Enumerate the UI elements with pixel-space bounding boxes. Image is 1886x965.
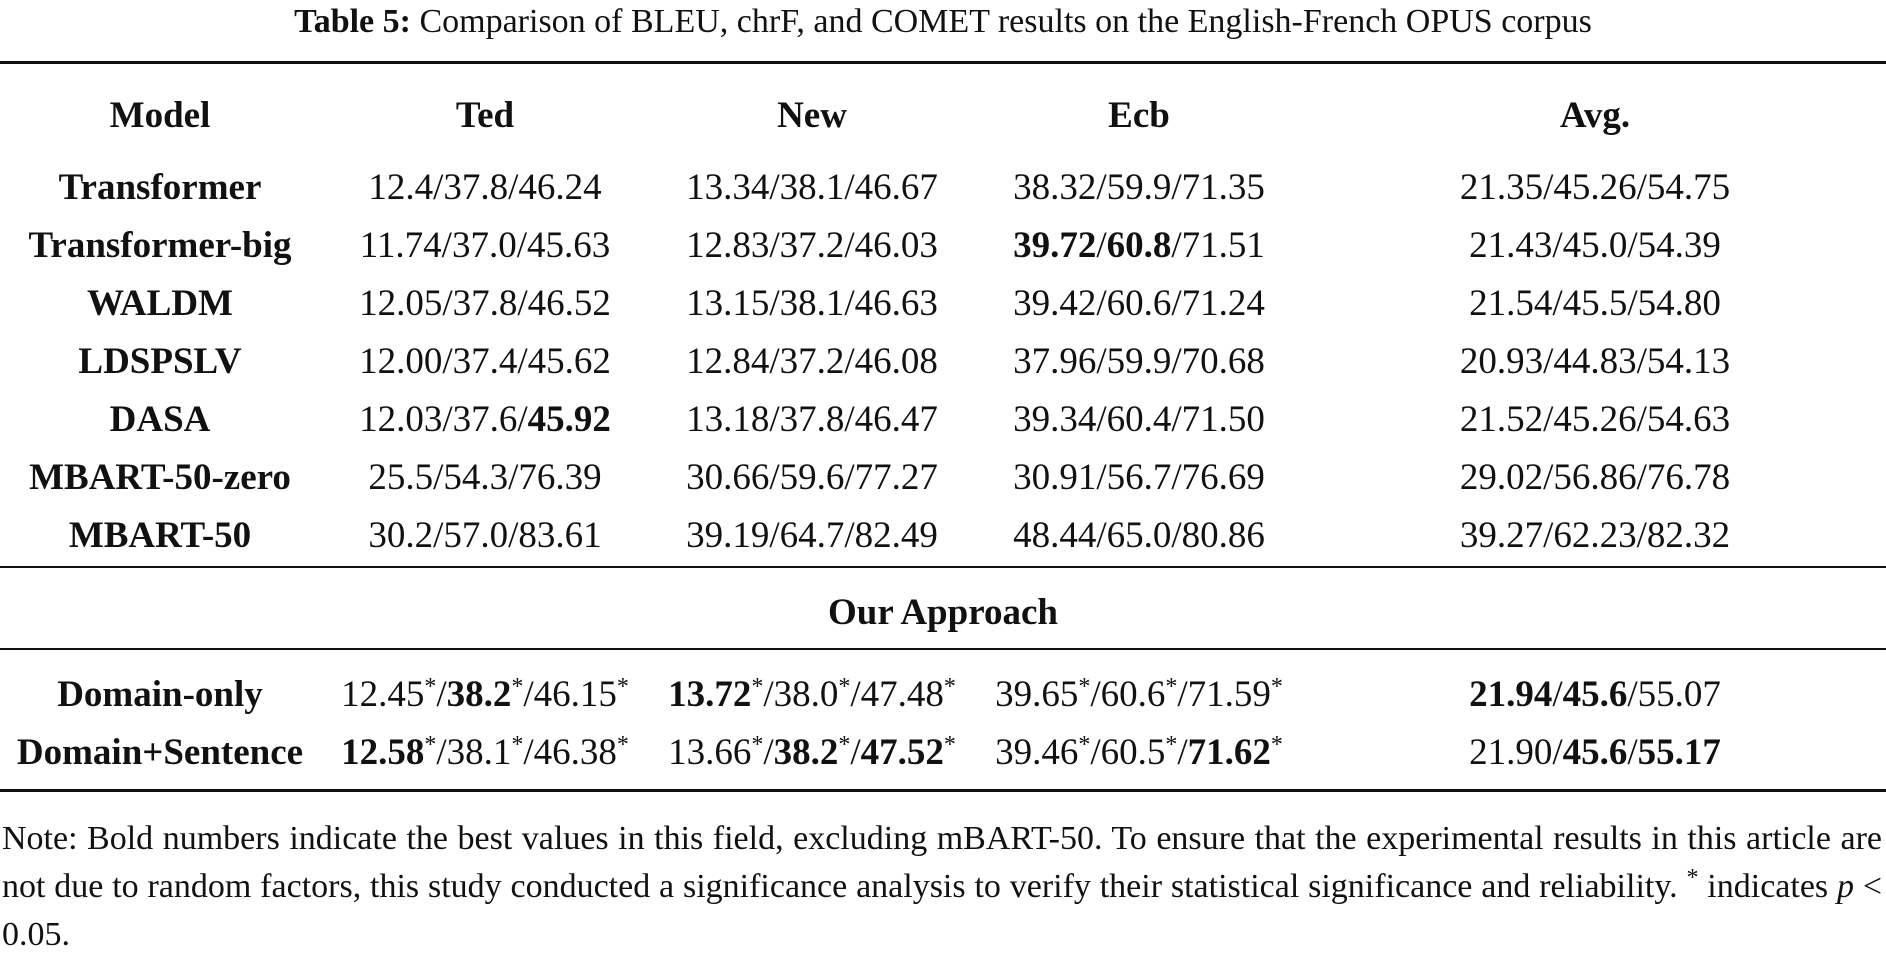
score-separator: /	[1636, 398, 1647, 440]
section-rule	[0, 648, 1886, 650]
score-separator: /	[442, 398, 453, 440]
score-separator: /	[1096, 456, 1107, 498]
score-value: 29.02	[1459, 456, 1544, 498]
score-value: 21.43	[1469, 224, 1553, 266]
score-separator: /	[517, 398, 528, 440]
score-value: 54.80	[1637, 282, 1721, 324]
score-value: 76.69	[1181, 456, 1265, 498]
score-cell	[974, 665, 1304, 723]
score-value: 39.72	[1013, 224, 1097, 266]
score-value: 57.0	[443, 514, 509, 556]
score-cell	[650, 158, 974, 216]
table-caption-label: Table 5:	[294, 3, 411, 40]
top-rule	[0, 61, 1886, 64]
score-value: 37.8	[443, 166, 509, 208]
score-cell	[974, 506, 1304, 564]
score-value: 13.66	[668, 731, 752, 773]
score-value: 38.1	[779, 282, 845, 324]
score-value: 38.2	[773, 731, 839, 773]
baseline-table	[0, 158, 1886, 564]
score-separator: /	[1171, 514, 1182, 556]
score-separator: /	[508, 456, 519, 498]
score-cell	[320, 158, 650, 216]
score-value: 37.8	[779, 398, 845, 440]
score-separator: /	[442, 282, 453, 324]
score-value: 30.2	[368, 514, 434, 556]
score-value: 60.6	[1100, 673, 1166, 715]
score-separator: /	[441, 224, 452, 266]
score-cell	[1304, 448, 1886, 506]
significance-star: *	[1165, 731, 1178, 758]
score-value: 12.03	[359, 398, 443, 440]
significance-star: *	[838, 731, 851, 758]
score-separator: /	[844, 514, 855, 556]
score-value: 71.51	[1181, 224, 1265, 266]
score-value: 38.1	[446, 731, 512, 773]
score-value: 55.17	[1637, 731, 1721, 773]
score-separator: /	[1090, 673, 1101, 715]
table-row	[0, 216, 1886, 274]
significance-star: *	[751, 673, 764, 700]
score-value: 39.65	[995, 673, 1079, 715]
score-value: 71.62	[1187, 731, 1271, 773]
mid-rule	[0, 566, 1886, 568]
score-value: 80.86	[1181, 514, 1265, 556]
score-value: 30.91	[1013, 456, 1097, 498]
score-value: 13.18	[686, 398, 770, 440]
score-value: 54.13	[1646, 340, 1731, 382]
score-cell	[320, 332, 650, 390]
score-value: 38.0	[773, 673, 839, 715]
significance-star: *	[424, 673, 437, 700]
score-separator: /	[1096, 282, 1107, 324]
score-separator: /	[769, 456, 780, 498]
table-row	[0, 390, 1886, 448]
table-note	[2, 815, 1882, 959]
header-row	[0, 82, 1886, 148]
note-star-text: indicates	[1698, 868, 1837, 905]
score-value: 12.45	[341, 673, 425, 715]
score-value: 71.24	[1181, 282, 1265, 324]
note-text: Note: Bold numbers indicate the best values in this field, excluding mBART-50. To ensure that the experimental results in this article are not due to random factors, this study conducted a significance analysis to verify their statistical significance and reliability.	[2, 820, 1882, 905]
score-value: 38.1	[779, 166, 845, 208]
score-value: 12.05	[359, 282, 443, 324]
score-value: 56.86	[1553, 456, 1637, 498]
significance-star: *	[424, 731, 437, 758]
score-cell	[650, 216, 974, 274]
score-separator: /	[844, 282, 855, 324]
score-cell	[1304, 158, 1886, 216]
table-row	[0, 665, 1886, 723]
score-value: 77.27	[854, 456, 938, 498]
score-separator: /	[769, 398, 780, 440]
model-name-cell: LDSPSLV	[78, 340, 242, 382]
significance-star: *	[1165, 673, 1178, 700]
score-cell	[650, 506, 974, 564]
score-separator: /	[1096, 224, 1107, 266]
score-value: 38.32	[1013, 166, 1097, 208]
score-value: 54.3	[443, 456, 509, 498]
model-name-cell: Domain+Sentence	[16, 731, 304, 773]
score-value: 54.39	[1637, 224, 1721, 266]
score-value: 59.6	[779, 456, 845, 498]
score-value: 46.47	[854, 398, 938, 440]
score-separator: /	[844, 398, 855, 440]
significance-star: *	[838, 673, 851, 700]
model-name-cell: DASA	[109, 398, 211, 440]
score-separator: /	[1627, 282, 1638, 324]
score-separator: /	[1090, 731, 1101, 773]
score-value: 39.34	[1013, 398, 1097, 440]
model-name-cell: Domain-only	[57, 673, 263, 715]
score-separator: /	[517, 282, 528, 324]
score-value: 48.44	[1013, 514, 1097, 556]
score-value: 44.83	[1553, 340, 1637, 382]
score-value: 46.67	[854, 166, 938, 208]
table-row	[0, 448, 1886, 506]
score-separator: /	[436, 731, 447, 773]
score-value: 39.42	[1013, 282, 1097, 324]
significance-star: *	[1078, 673, 1091, 700]
score-cell	[320, 506, 650, 564]
score-value: 71.50	[1181, 398, 1265, 440]
score-separator: /	[1096, 166, 1107, 208]
score-value: 21.94	[1469, 673, 1553, 715]
score-cell	[320, 274, 650, 332]
score-cell	[650, 274, 974, 332]
table-row	[0, 723, 1886, 781]
score-cell	[650, 723, 974, 781]
significance-star: *	[511, 673, 524, 700]
score-value: 60.4	[1106, 398, 1172, 440]
score-cell	[650, 332, 974, 390]
score-cell	[320, 665, 650, 723]
score-separator: /	[769, 282, 780, 324]
header-new: New	[777, 94, 847, 136]
significance-star: *	[943, 673, 956, 700]
score-cell	[320, 448, 650, 506]
score-value: 25.5	[368, 456, 434, 498]
score-separator: /	[1543, 166, 1554, 208]
score-value: 70.68	[1181, 340, 1265, 382]
score-separator: /	[1636, 456, 1647, 498]
section-label-our-approach: Our Approach	[828, 592, 1058, 633]
header-avg: Avg.	[1559, 94, 1631, 136]
score-separator: /	[1636, 340, 1647, 382]
score-value: 13.15	[686, 282, 770, 324]
score-value: 65.0	[1106, 514, 1172, 556]
score-value: 45.5	[1562, 282, 1628, 324]
score-value: 60.5	[1100, 731, 1166, 773]
score-value: 12.00	[359, 340, 443, 382]
score-value: 76.78	[1646, 456, 1731, 498]
score-cell	[650, 448, 974, 506]
score-cell	[974, 332, 1304, 390]
score-value: 37.2	[779, 224, 845, 266]
significance-star: *	[511, 731, 524, 758]
score-cell	[1304, 723, 1886, 781]
score-separator: /	[523, 731, 534, 773]
table-row	[0, 274, 1886, 332]
score-value: 71.59	[1187, 673, 1271, 715]
score-separator: /	[1171, 282, 1182, 324]
score-value: 82.32	[1646, 514, 1731, 556]
score-value: 59.9	[1106, 166, 1172, 208]
score-value: 54.75	[1646, 166, 1731, 208]
score-separator: /	[1552, 731, 1563, 773]
score-separator: /	[433, 514, 444, 556]
score-value: 45.62	[527, 340, 611, 382]
score-value: 46.15	[533, 673, 617, 715]
score-separator: /	[763, 673, 774, 715]
score-cell	[1304, 506, 1886, 564]
model-name-cell: WALDM	[87, 282, 233, 324]
score-value: 12.4	[368, 166, 434, 208]
score-separator: /	[1627, 731, 1638, 773]
score-value: 71.35	[1181, 166, 1265, 208]
score-separator: /	[1177, 731, 1188, 773]
score-separator: /	[1543, 456, 1554, 498]
significance-star: *	[1270, 731, 1283, 758]
score-value: 45.6	[1562, 673, 1628, 715]
score-value: 59.9	[1106, 340, 1172, 382]
score-separator: /	[769, 166, 780, 208]
score-cell	[320, 723, 650, 781]
score-value: 30.66	[686, 456, 770, 498]
note-p-text: < 0.05.	[2, 868, 1882, 953]
header-ecb: Ecb	[1108, 94, 1170, 136]
score-separator: /	[508, 514, 519, 556]
significance-star: *	[616, 731, 629, 758]
score-value: 45.26	[1553, 398, 1637, 440]
score-cell	[320, 216, 650, 274]
model-name-cell: MBART-50	[68, 514, 252, 556]
score-value: 20.93	[1459, 340, 1544, 382]
score-cell	[650, 665, 974, 723]
score-value: 55.07	[1637, 673, 1721, 715]
score-value: 45.92	[527, 398, 611, 440]
score-cell	[1304, 216, 1886, 274]
score-value: 21.35	[1459, 166, 1544, 208]
score-value: 21.90	[1469, 731, 1553, 773]
score-separator: /	[1552, 224, 1563, 266]
score-value: 45.63	[526, 224, 611, 266]
score-cell	[974, 390, 1304, 448]
score-value: 13.34	[686, 166, 770, 208]
score-cell	[974, 723, 1304, 781]
score-separator: /	[1096, 514, 1107, 556]
score-separator: /	[1543, 514, 1554, 556]
model-name-cell: Transformer	[58, 166, 262, 208]
score-separator: /	[844, 340, 855, 382]
score-value: 21.54	[1469, 282, 1553, 324]
score-value: 46.24	[518, 166, 602, 208]
note-p-symbol: p	[1836, 868, 1854, 905]
score-value: 37.2	[779, 340, 845, 382]
score-value: 76.39	[518, 456, 602, 498]
table-caption	[0, 2, 1886, 42]
score-cell	[1304, 332, 1886, 390]
model-name-cell: MBART-50-zero	[29, 456, 291, 498]
score-separator: /	[1543, 340, 1554, 382]
table-row	[0, 158, 1886, 216]
score-value: 21.52	[1459, 398, 1544, 440]
score-separator: /	[769, 514, 780, 556]
score-value: 62.23	[1553, 514, 1637, 556]
score-cell	[1304, 665, 1886, 723]
score-value: 54.63	[1646, 398, 1731, 440]
score-value: 12.58	[341, 731, 425, 773]
score-value: 47.52	[860, 731, 944, 773]
score-value: 56.7	[1106, 456, 1172, 498]
score-value: 82.49	[854, 514, 938, 556]
score-separator: /	[523, 673, 534, 715]
significance-star: *	[1270, 673, 1283, 700]
score-cell	[320, 390, 650, 448]
score-separator: /	[1096, 340, 1107, 382]
score-cell	[1304, 390, 1886, 448]
score-value: 64.7	[779, 514, 845, 556]
score-separator: /	[508, 166, 519, 208]
significance-star: *	[751, 731, 764, 758]
score-separator: /	[844, 456, 855, 498]
score-separator: /	[433, 166, 444, 208]
score-separator: /	[1171, 224, 1182, 266]
score-separator: /	[844, 166, 855, 208]
score-value: 11.74	[359, 224, 442, 266]
score-value: 47.48	[860, 673, 944, 715]
score-value: 46.08	[854, 340, 938, 382]
score-separator: /	[769, 224, 780, 266]
score-value: 45.0	[1562, 224, 1628, 266]
score-separator: /	[1171, 398, 1182, 440]
significance-star: *	[943, 731, 956, 758]
score-value: 13.72	[668, 673, 752, 715]
score-separator: /	[1552, 282, 1563, 324]
score-value: 12.83	[686, 224, 770, 266]
score-value: 37.0	[451, 224, 517, 266]
score-value: 46.38	[533, 731, 617, 773]
score-value: 12.84	[686, 340, 770, 382]
score-separator: /	[850, 673, 861, 715]
bottom-rule	[0, 789, 1886, 792]
table-caption-text: Comparison of BLEU, chrF, and COMET results on the English-French OPUS corpus	[419, 3, 1592, 40]
score-separator: /	[844, 224, 855, 266]
significance-star: *	[616, 673, 629, 700]
score-separator: /	[442, 340, 453, 382]
score-value: 37.4	[452, 340, 518, 382]
score-value: 45.26	[1553, 166, 1637, 208]
header-ted: Ted	[455, 94, 515, 136]
score-separator: /	[1171, 166, 1182, 208]
score-separator: /	[763, 731, 774, 773]
score-value: 60.6	[1106, 282, 1172, 324]
score-separator: /	[850, 731, 861, 773]
score-separator: /	[1177, 673, 1188, 715]
score-separator: /	[1627, 673, 1638, 715]
score-cell	[1304, 274, 1886, 332]
score-cell	[974, 216, 1304, 274]
score-value: 60.8	[1106, 224, 1172, 266]
score-separator: /	[769, 340, 780, 382]
score-separator: /	[517, 340, 528, 382]
score-value: 83.61	[518, 514, 602, 556]
score-separator: /	[1636, 166, 1647, 208]
score-cell	[974, 274, 1304, 332]
score-separator: /	[1171, 340, 1182, 382]
table-row	[0, 332, 1886, 390]
significance-star: *	[1078, 731, 1091, 758]
table-row	[0, 506, 1886, 564]
score-separator: /	[433, 456, 444, 498]
note-star: *	[1686, 865, 1699, 891]
score-separator: /	[1552, 673, 1563, 715]
score-value: 39.27	[1459, 514, 1544, 556]
score-separator: /	[1543, 398, 1554, 440]
score-cell	[650, 390, 974, 448]
score-separator: /	[436, 673, 447, 715]
our-approach-table	[0, 665, 1886, 781]
score-value: 46.52	[527, 282, 611, 324]
model-name-cell: Transformer-big	[28, 224, 292, 266]
score-value: 46.63	[854, 282, 938, 324]
score-value: 39.46	[995, 731, 1079, 773]
score-separator: /	[1096, 398, 1107, 440]
score-separator: /	[516, 224, 527, 266]
score-separator: /	[1171, 456, 1182, 498]
score-value: 46.03	[854, 224, 938, 266]
score-value: 38.2	[446, 673, 512, 715]
score-cell	[974, 158, 1304, 216]
score-value: 45.6	[1562, 731, 1628, 773]
score-separator: /	[1627, 224, 1638, 266]
score-value: 39.19	[686, 514, 770, 556]
score-value: 37.96	[1013, 340, 1097, 382]
score-value: 37.8	[452, 282, 518, 324]
header-model: Model	[109, 94, 211, 136]
score-separator: /	[1636, 514, 1647, 556]
table-header	[0, 82, 1886, 148]
score-cell	[974, 448, 1304, 506]
score-value: 37.6	[452, 398, 518, 440]
